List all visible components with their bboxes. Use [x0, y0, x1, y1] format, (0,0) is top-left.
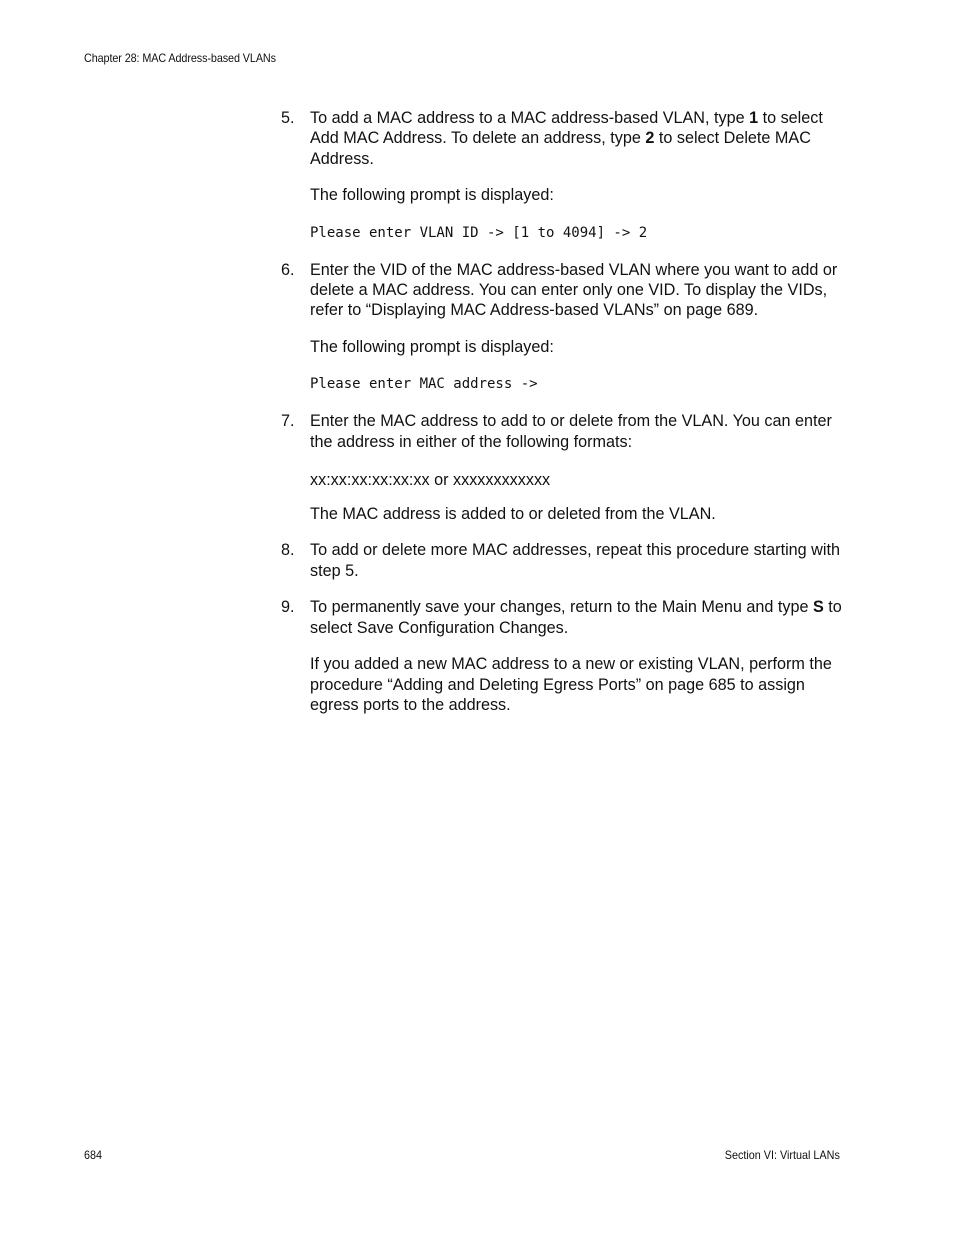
step-number: 9.	[281, 598, 295, 617]
step-7	[278, 411, 843, 452]
step-text: To permanently save your changes, return to the Main Menu and type S to select Save Configuration Changes.	[310, 598, 842, 637]
prompt-intro: The following prompt is displayed:	[310, 337, 554, 356]
mac-formats: xx:xx:xx:xx:xx:xx or xxxxxxxxxxxx	[310, 471, 551, 490]
section-title: Section VI: Virtual LANs	[724, 1148, 840, 1162]
page-content	[278, 108, 843, 715]
step-number: 6.	[281, 260, 295, 279]
prompt-code: Please enter VLAN ID -> [1 to 4094] -> 2	[310, 224, 648, 241]
step-text: To add a MAC address to a MAC address-based VLAN, type 1 to select Add MAC Address. To delete an address, type 2 to select Delete MAC Address.	[310, 109, 823, 168]
page-number: 684	[84, 1148, 103, 1162]
step-9	[278, 597, 843, 715]
prompt-code: Please enter MAC address ->	[310, 376, 538, 393]
step-text: To add or delete more MAC addresses, repeat this procedure starting with step 5.	[310, 541, 840, 580]
step-text: Enter the VID of the MAC address-based VLAN where you want to add or delete a MAC address. You can enter only one VID. To display the VIDs, refer to “Displaying MAC Address-based VLANs” on page 689.	[310, 260, 838, 320]
step-number: 7.	[281, 412, 295, 431]
step-8	[278, 540, 843, 581]
step-number: 5.	[281, 109, 295, 127]
step-7-result	[278, 504, 843, 524]
running-header: Chapter 28: MAC Address-based VLANs	[84, 51, 276, 65]
step-6	[278, 260, 843, 358]
prompt-intro: The following prompt is displayed:	[310, 186, 554, 205]
step-number: 8.	[281, 541, 295, 560]
note-text: If you added a new MAC address to a new or existing VLAN, perform the procedure “Adding and Deleting Egress Ports” on page 685 to assign egress ports to the address.	[310, 655, 832, 714]
step-text: Enter the MAC address to add to or delete from the VLAN. You can enter the address in either of the following formats:	[310, 412, 832, 451]
step-5	[278, 108, 843, 206]
result-text: The MAC address is added to or deleted from the VLAN.	[310, 505, 716, 524]
